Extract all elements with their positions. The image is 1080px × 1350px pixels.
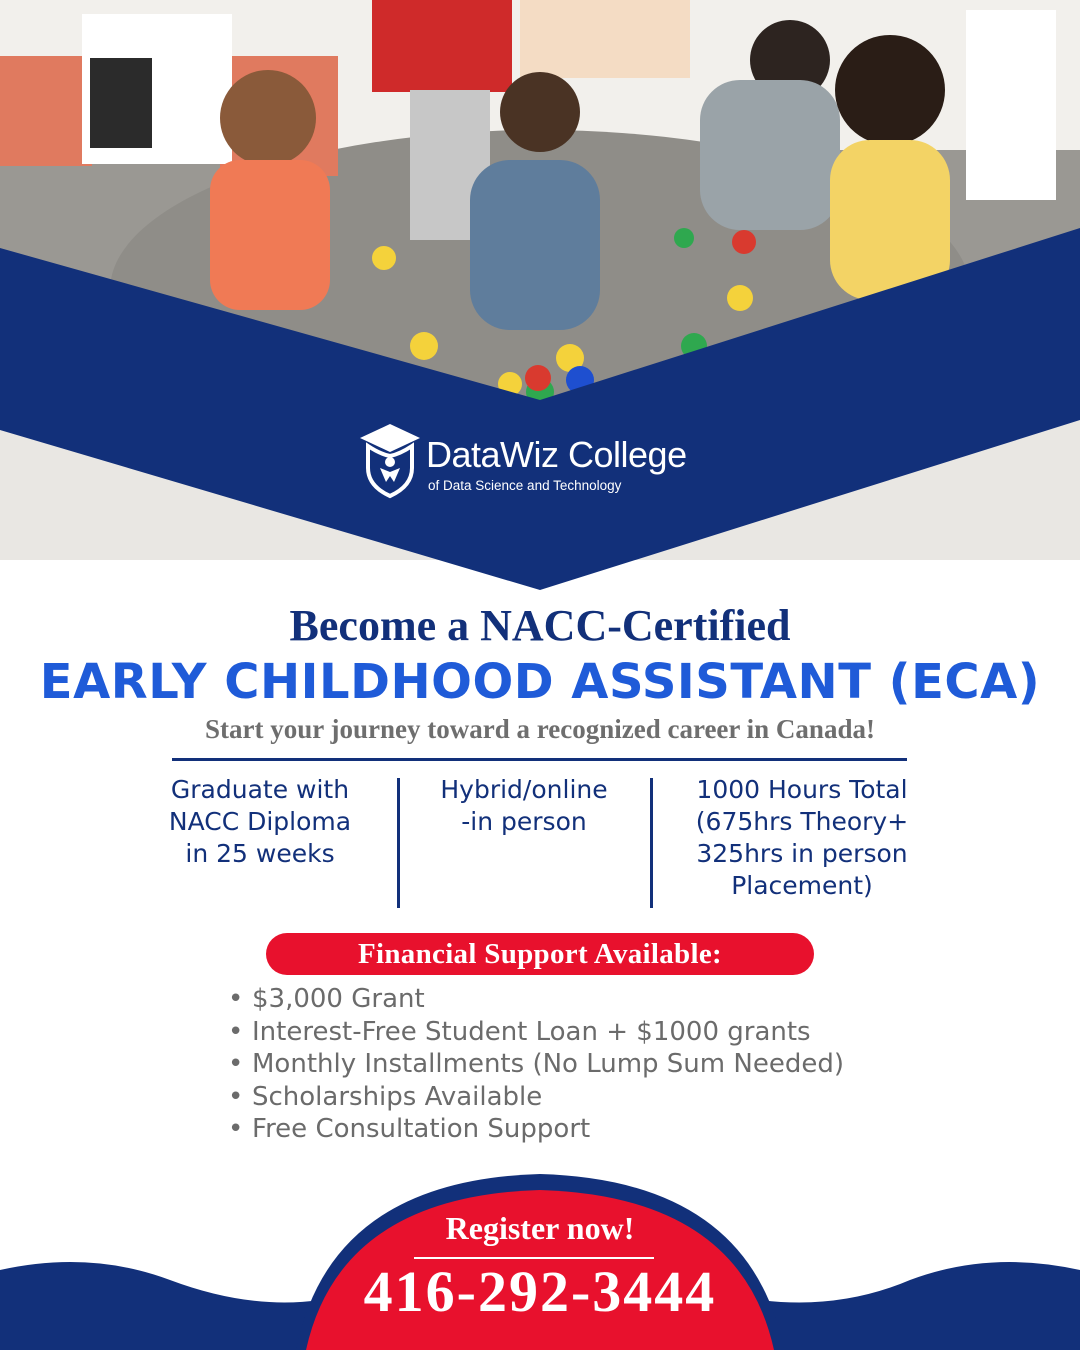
feature-line: NACC Diploma xyxy=(168,807,352,836)
list-item: • $3,000 Grant xyxy=(228,983,844,1016)
feature-line: (675hrs Theory+ xyxy=(695,807,909,836)
header-band xyxy=(0,0,1080,600)
divider xyxy=(172,758,907,761)
column-divider xyxy=(650,778,653,908)
feature-hours xyxy=(660,774,944,902)
feature-format xyxy=(402,774,646,838)
phone-number[interactable]: 416-292-3444 xyxy=(363,1259,717,1324)
list-item: • Free Consultation Support xyxy=(228,1113,844,1146)
financial-support-badge xyxy=(266,933,814,975)
register-label[interactable]: Register now! xyxy=(445,1210,635,1246)
list-item: • Interest-Free Student Loan + $1000 grants xyxy=(228,1016,844,1049)
graduation-cap-shield-icon xyxy=(358,420,422,500)
college-logo xyxy=(358,420,738,500)
list-item: • Monthly Installments (No Lump Sum Needed) xyxy=(228,1048,844,1081)
column-divider xyxy=(397,778,400,908)
feature-line: 1000 Hours Total xyxy=(696,775,908,804)
financial-list xyxy=(228,983,844,1146)
headline-line2: EARLY CHILDHOOD ASSISTANT (ECA) xyxy=(39,654,1041,710)
logo-name: DataWiz College xyxy=(426,434,687,475)
feature-line: Placement) xyxy=(731,871,873,900)
logo-subtitle: of Data Science and Technology xyxy=(428,478,622,493)
financial-heading: Financial Support Available: xyxy=(358,938,722,970)
feature-line: Graduate with xyxy=(170,775,350,804)
feature-line: in 25 weeks xyxy=(185,839,335,868)
headline-line1: Become a NACC-Certified xyxy=(289,601,791,650)
tagline: Start your journey toward a recognized career in Canada! xyxy=(205,714,875,744)
feature-line: -in person xyxy=(461,807,587,836)
feature-line: Hybrid/online xyxy=(440,775,608,804)
list-item: • Scholarships Available xyxy=(228,1081,844,1114)
feature-line: 325hrs in person xyxy=(696,839,908,868)
feature-diploma xyxy=(130,774,390,870)
